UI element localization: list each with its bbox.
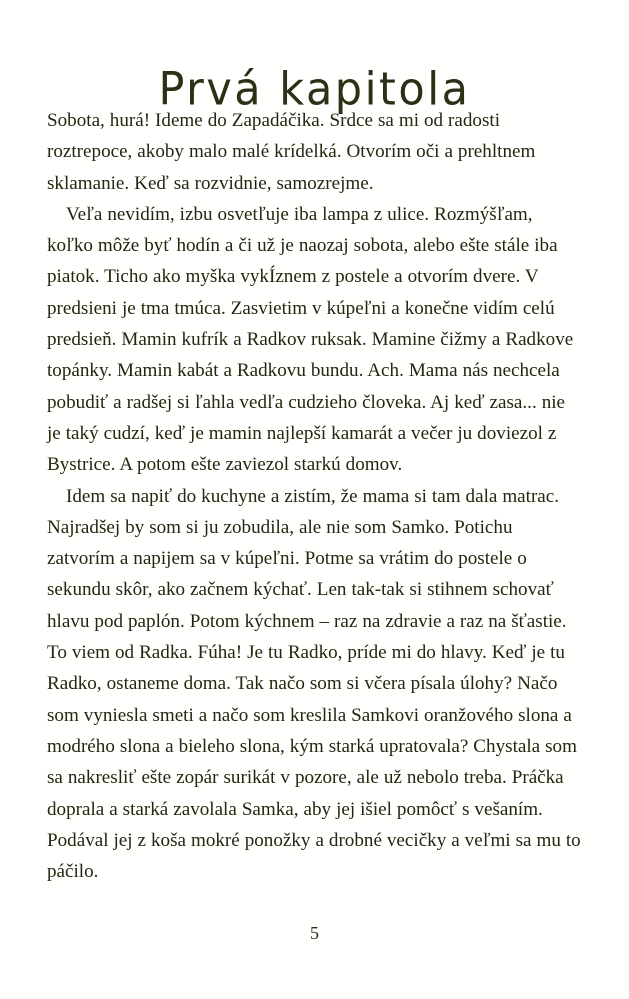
page-number: 5: [310, 923, 319, 943]
paragraph-3: Idem sa napiť do kuchyne a zistím, že mama si tam dala matrac. Najradšej by som si ju zobudila, ale nie som Samko. Potichu zatvorím a napijem sa v kúpeľni. Potme sa vrátim do postele o sekundu skôr, ako začnem kýchať. Len tak-tak si stihnem schovať hlavu pod paplón. Potom kýchnem – raz na zdravie a raz na šťastie. To viem od Radka. Fúha! Je tu Radko, príde mi do hlavy. Keď je tu Radko, ostaneme doma. Tak načo som si včera písala úlohy? Načo som vyniesla smeti a načo som kreslila Samkovi oranžového slona a modrého slona a bieleho slona, kým starká upratovala? Chystala som sa nakresliť ešte zopár surikát v pozore, ale už nebolo treba. Práčka doprala a starká zavolala Samka, aby jej išiel pomôcť s vešaním. Podával jej z koša mokré ponožky a drobné vecičky a veľmi sa mu to páčilo.: [47, 485, 581, 883]
paragraph-2: Veľa nevidím, izbu osvetľuje iba lampa z ulice. Rozmýšľam, koľko môže byť hodín a či už je naozaj sobota, alebo ešte stále iba piatok. Ticho ako myška vykÍznem z postele a otvorím dvere. V predsieni je tma tmúca. Zasvietim v kúpeľni a konečne vidím celú predsieň. Mamin kufrík a Radkov ruksak. Mamine čižmy a Radkove topánky. Mamin kabát a Radkovu bundu. Ach. Mama nás nechcela pobudiť a radšej si ľahla vedľa cudzieho človeka. Aj keď zasa... nie je taký cudzí, keď je mamin najlepší kamarát a večer ju doviezol z Bystrice. A potom ešte zaviezol starkú domov.: [47, 203, 574, 476]
chapter-title: Prvá kapitola: [158, 62, 471, 116]
body-text: [47, 105, 583, 887]
paragraph-1: Sobota, hurá! Ideme do Zapadáčika. Srdce sa mi od radosti roztrepoce, akoby malo malé krídelká. Otvorím oči a prehltnem sklamanie. Keď sa rozvidnie, samozrejme.: [47, 110, 536, 194]
